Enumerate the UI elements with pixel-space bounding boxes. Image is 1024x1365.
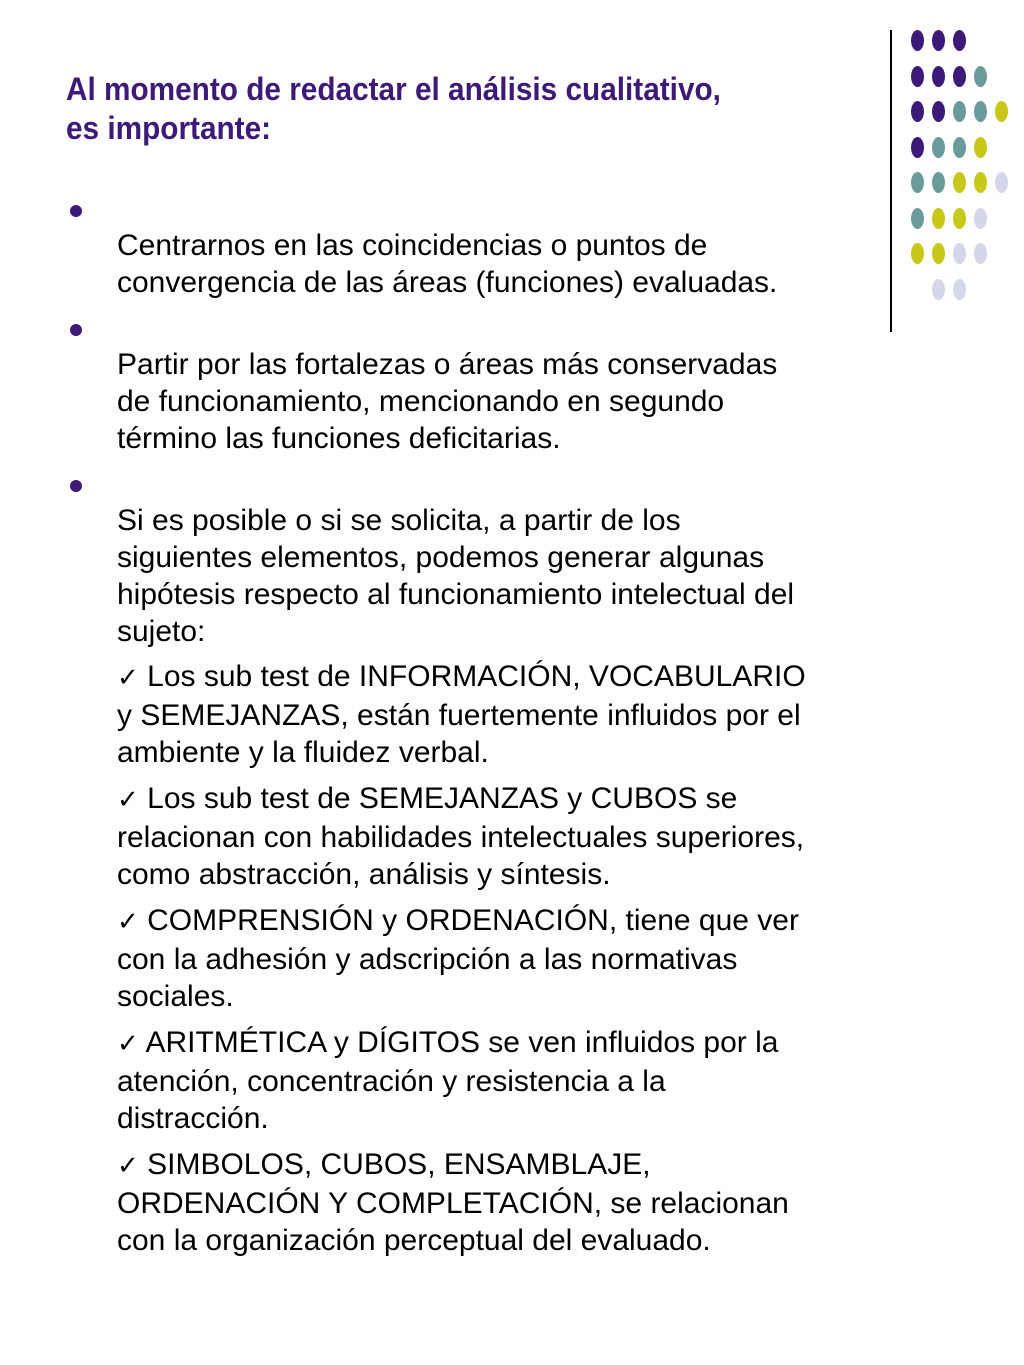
slide-body (66, 190, 946, 1268)
decorative-dot-teal (974, 66, 987, 87)
decorative-dot-yellow (974, 172, 987, 193)
checkmark-icon: ✓ (117, 785, 139, 815)
checklist-text: Los sub test de INFORMACIÓN, VOCABULARIO y SEMEJANZAS, están fuertemente influidos por el ambiente y la fluidez verbal. (117, 660, 806, 769)
decorative-dot-yellow (995, 101, 1008, 122)
decorative-dot-purple (953, 66, 966, 87)
decorative-dot-lavender (953, 279, 966, 300)
decorative-dot-teal (953, 101, 966, 122)
bullet-text: Centrarnos en las coincidencias o puntos de convergencia de las áreas (funciones) evaluadas. (117, 229, 778, 299)
decorative-dot-purple (953, 30, 966, 51)
checklist-item (117, 1146, 946, 1259)
decorative-dot-purple (911, 101, 924, 122)
decorative-dot-purple (932, 66, 945, 87)
decorative-dot-purple (911, 137, 924, 158)
checklist-item (117, 780, 946, 893)
decorative-dot-yellow (953, 208, 966, 229)
decorative-dot-teal (953, 137, 966, 158)
decorative-dot-purple (932, 30, 945, 51)
decorative-dot-yellow (953, 172, 966, 193)
title-line-1: Al momento de redactar el análisis cualitativo, (66, 71, 721, 107)
decorative-dot-lavender (974, 208, 987, 229)
checklist-text: COMPRENSIÓN y ORDENACIÓN, tiene que ver con la adhesión y adscripción a las normativas sociales. (117, 904, 799, 1013)
title-line-2: es importante: (66, 110, 272, 146)
checklist-item (117, 1024, 946, 1137)
decorative-dot-teal (932, 137, 945, 158)
checkmark-icon: ✓ (117, 663, 139, 693)
checklist-text: Los sub test de SEMEJANZAS y CUBOS se relacionan con habilidades intelectuales superiores, como abstracción, análisis y síntesis. (117, 782, 805, 891)
bullet-item (66, 465, 946, 650)
bullet-text: Partir por las fortalezas o áreas más conservadas de funcionamiento, mencionando en segundo término las funciones deficitarias. (117, 348, 778, 455)
checklist-text: SIMBOLOS, CUBOS, ENSAMBLAJE, ORDENACIÓN Y COMPLETACIÓN, se relacionan con la organización perceptual del evaluado. (117, 1148, 789, 1257)
bullet-dot-icon (70, 324, 82, 336)
checklist-item (117, 902, 946, 1015)
bullet-item (66, 309, 946, 457)
checkmark-icon: ✓ (117, 1151, 139, 1181)
bullet-list (66, 190, 946, 650)
checklist-text: ARITMÉTICA y DÍGITOS se ven influidos por la atención, concentración y resistencia a la distracción. (117, 1026, 779, 1135)
bullet-text: Si es posible o si se solicita, a partir de los siguientes elementos, podemos generar algunas hipótesis respecto al funcionamiento intelectual del sujeto: (117, 504, 795, 648)
bullet-item (66, 190, 946, 301)
bullet-dot-icon (70, 480, 82, 492)
checklist-item (117, 658, 946, 771)
decorative-dot-purple (911, 66, 924, 87)
decorative-dot-yellow (974, 137, 987, 158)
checkmark-icon: ✓ (117, 907, 139, 937)
checkmark-icon: ✓ (117, 1029, 139, 1059)
decorative-dot-lavender (974, 243, 987, 264)
decorative-dot-teal (974, 101, 987, 122)
decorative-dot-lavender (953, 243, 966, 264)
bullet-dot-icon (70, 205, 82, 217)
decorative-dot-purple (932, 101, 945, 122)
decorative-dot-lavender (995, 172, 1008, 193)
decorative-dot-purple (911, 30, 924, 51)
checklist (66, 658, 946, 1259)
